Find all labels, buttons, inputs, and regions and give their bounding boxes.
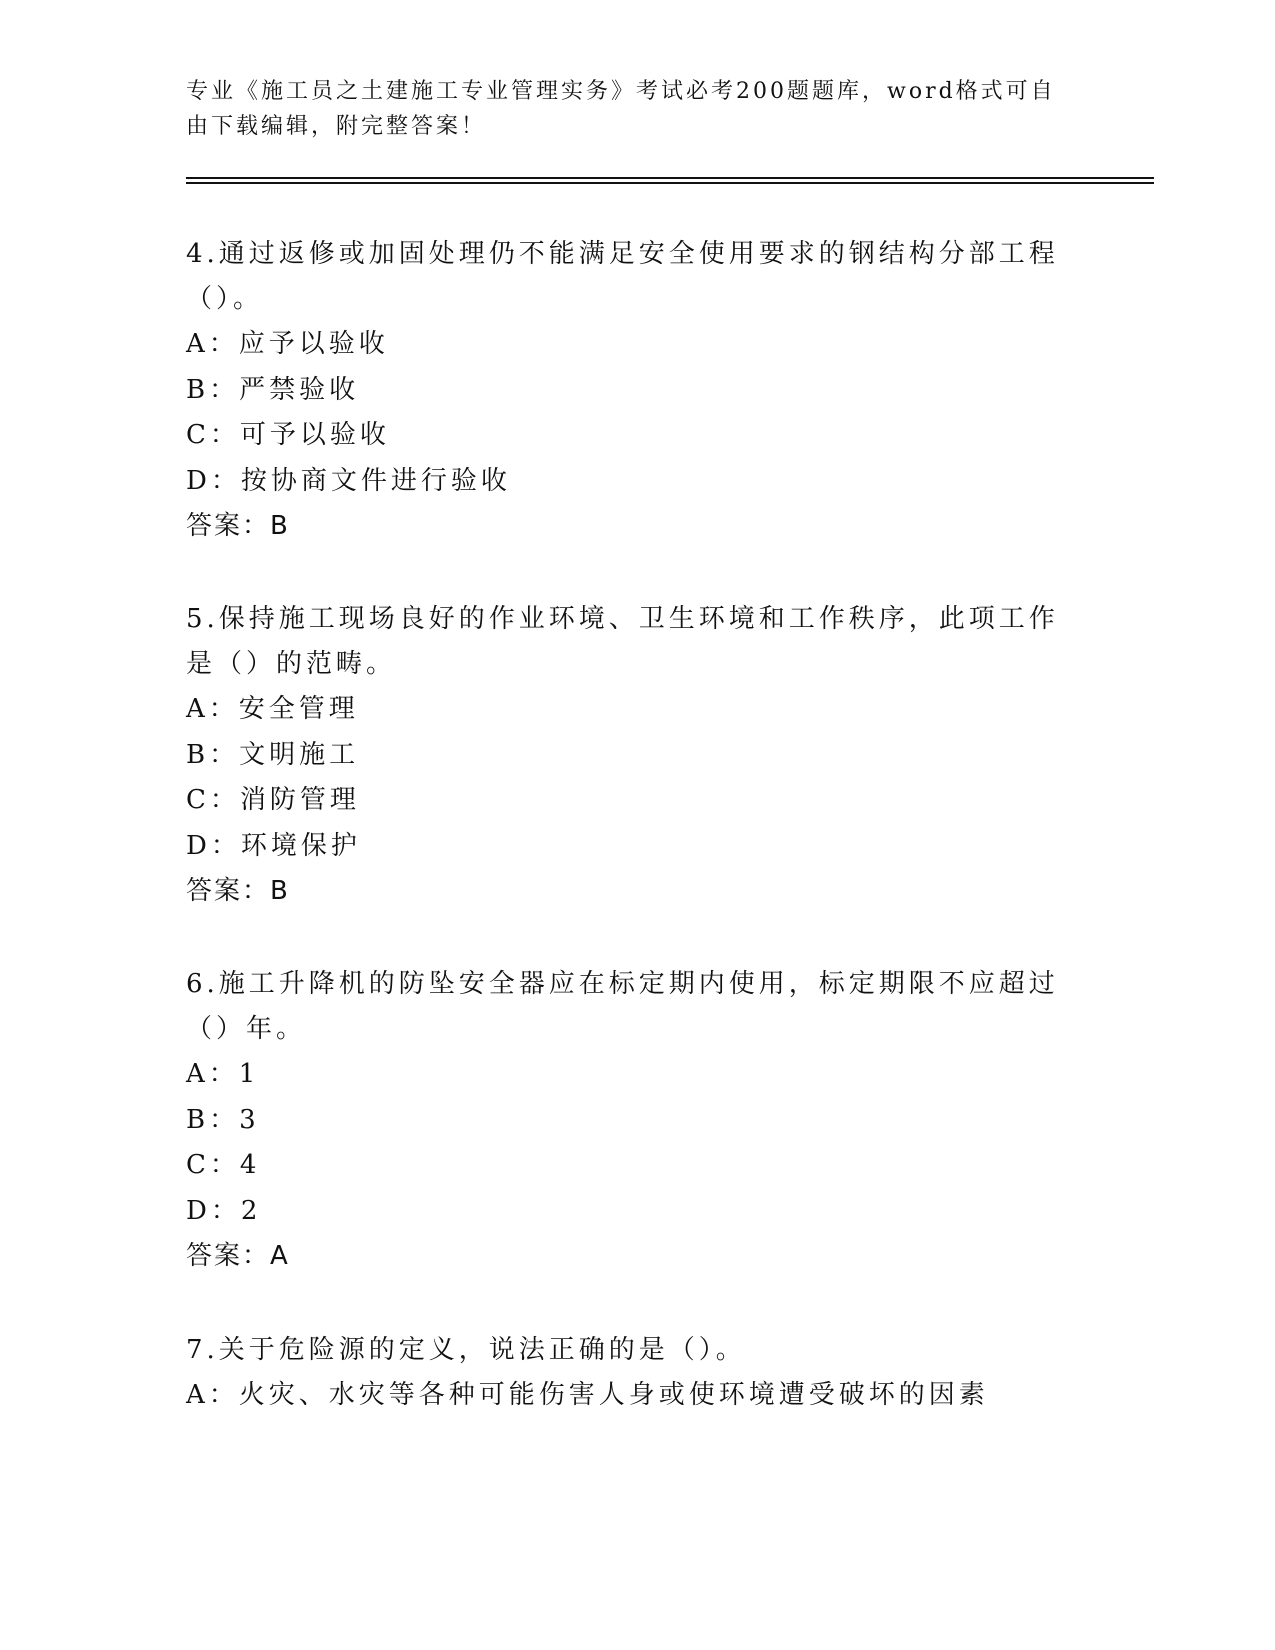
option-c: C：消防管理 xyxy=(186,785,360,815)
option-a: A：安全管理 xyxy=(186,694,359,724)
header-divider-top xyxy=(186,177,1154,179)
option-d: D：环境保护 xyxy=(186,830,361,861)
option-b: B：文明施工 xyxy=(186,739,360,770)
question-stem: 5.保持施工现场良好的作业环境、卫生环境和工作秩序，此项工作是（）的范畴。 xyxy=(186,604,1059,679)
question-stem: 4.通过返修或加固处理仍不能满足安全使用要求的钢结构分部工程（）。 xyxy=(186,239,1059,314)
question-4 xyxy=(186,232,1066,550)
option-d: D：按协商文件进行验收 xyxy=(186,465,511,496)
option-c: C：4 xyxy=(186,1150,261,1180)
question-stem: 7.关于危险源的定义，说法正确的是（）。 xyxy=(186,1335,746,1365)
question-6 xyxy=(186,962,1066,1280)
question-stem: 6.施工升降机的防坠安全器应在标定期内使用，标定期限不应超过（）年。 xyxy=(186,969,1059,1044)
option-b: B：3 xyxy=(186,1104,260,1135)
option-d: D：2 xyxy=(186,1195,262,1226)
option-a: A：1 xyxy=(186,1059,260,1089)
option-a: A：火灾、水灾等各种可能伤害人身或使环境遭受破坏的因素 xyxy=(186,1380,989,1410)
header-divider-bottom xyxy=(186,182,1154,184)
option-c: C：可予以验收 xyxy=(186,420,390,450)
answer: 答案：B xyxy=(186,511,290,541)
question-5 xyxy=(186,597,1066,915)
option-b: B：严禁验收 xyxy=(186,374,360,405)
answer: 答案：B xyxy=(186,876,290,906)
question-7 xyxy=(186,1328,1066,1419)
option-a: A：应予以验收 xyxy=(186,329,389,359)
answer: 答案：A xyxy=(186,1241,290,1271)
document-header: 专业《施工员之土建施工专业管理实务》考试必考200题题库，word格式可自由下载编辑，附完整答案！ xyxy=(186,79,1056,139)
